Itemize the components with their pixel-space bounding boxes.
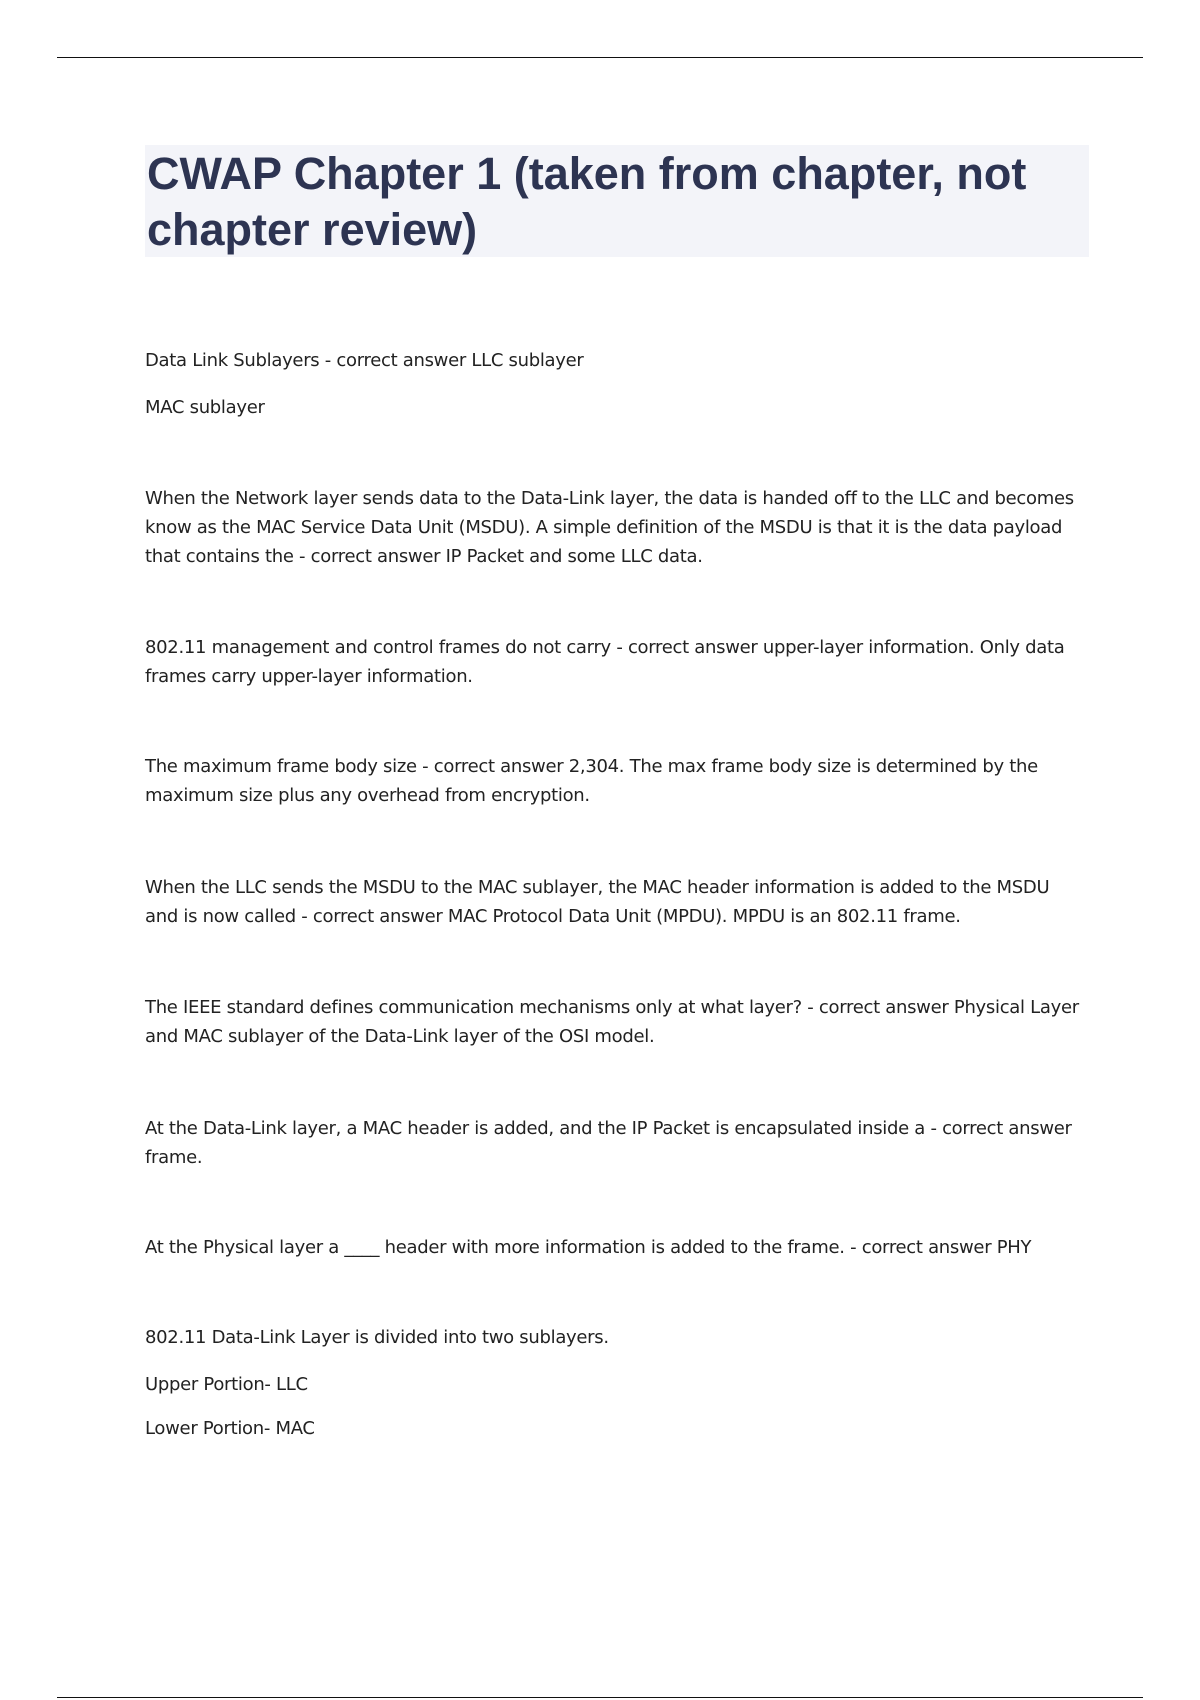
paragraph-mac-sublayer: MAC sublayer xyxy=(145,397,265,418)
paragraph-upper-portion: Upper Portion- LLC xyxy=(145,1374,308,1395)
paragraph-mpdu: When the LLC sends the MSDU to the MAC sublayer, the MAC header information is added to the MSDU and is now called - correct answer MAC Protocol Data Unit (MPDU). MPDU is an 802.11 frame. xyxy=(145,877,1050,927)
paragraph-two-sublayers: 802.11 Data-Link Layer is divided into two sublayers. xyxy=(145,1327,609,1348)
page-title: CWAP Chapter 1 (taken from chapter, not chapter review) xyxy=(147,148,1027,255)
paragraph-ieee-standard: The IEEE standard defines communication mechanisms only at what layer? - correct answer Physical Layer and MAC sublayer of the Data-Link layer of the OSI model. xyxy=(145,997,1079,1047)
paragraph-data-link-sublayers: Data Link Sublayers - correct answer LLC sublayer xyxy=(145,350,584,371)
top-rule xyxy=(57,57,1143,58)
paragraph-lower-portion: Lower Portion- MAC xyxy=(145,1418,315,1439)
paragraph-max-frame-body: The maximum frame body size - correct answer 2,304. The max frame body size is determined by the maximum size plus any overhead from encryption. xyxy=(145,756,1038,806)
paragraph-msdu: When the Network layer sends data to the Data-Link layer, the data is handed off to the LLC and becomes know as the MAC Service Data Unit (MSDU). A simple definition of the MSDU is that it is the data payload that contains the - correct answer IP Packet and some LLC data. xyxy=(145,488,1074,567)
bottom-rule xyxy=(57,1697,1143,1698)
paragraph-data-link-frame: At the Data-Link layer, a MAC header is added, and the IP Packet is encapsulated inside a - correct answer frame. xyxy=(145,1118,1072,1168)
paragraph-phy-header: At the Physical layer a ____ header with more information is added to the frame. - correct answer PHY xyxy=(145,1237,1032,1258)
paragraph-management-frames: 802.11 management and control frames do not carry - correct answer upper-layer information. Only data frames carry upper-layer information. xyxy=(145,637,1065,687)
